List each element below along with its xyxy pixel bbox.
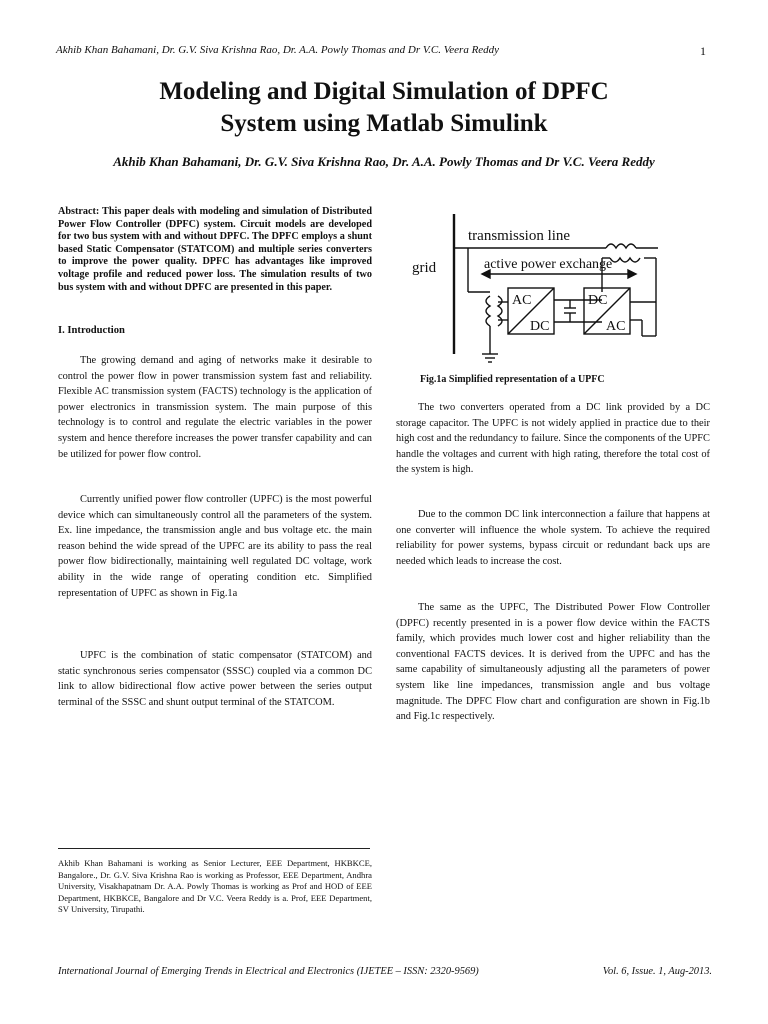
section-heading-introduction: I. Introduction <box>58 325 125 336</box>
active-power-arrow-right <box>628 270 636 278</box>
shunt-transformer-secondary <box>498 296 502 326</box>
figure-caption: Fig.1a Simplified representation of a UPFC <box>420 374 605 385</box>
upfc-schematic-figure <box>406 204 666 368</box>
converter-2-bottom-label: AC <box>606 319 626 334</box>
shunt-transformer-primary <box>486 296 490 326</box>
series-transformer-secondary <box>610 258 640 262</box>
paragraph-text: The growing demand and aging of networks make it desirable to control the power flow in power transmission system fast and reliability. Flexible AC transmission system (FACTS) technology is the application of power electronics in transmission system. The main purpose of this technology is to control and regulate the electric variables in the power system and hence therefore increases the power transfer capability and can be utilized for power flow control. <box>58 355 372 460</box>
right-paragraph-2 <box>396 507 710 569</box>
title-line-1: Modeling and Digital Simulation of DPFC <box>159 78 609 105</box>
footnote-divider <box>58 848 370 849</box>
label-transmission-line: transmission line <box>468 228 571 244</box>
journal-footer <box>58 966 712 977</box>
label-active-power-exchange: active power exchange <box>484 257 613 272</box>
converter-1-top-label: AC <box>512 293 532 308</box>
paragraph-text: Due to the common DC link interconnection a failure that happens at one converter will influence the whole system. To achieve the required reliability for power systems, bypass circuit or redundant back ups are needed which leads to increase the cost. <box>396 509 710 567</box>
intro-paragraph-3 <box>58 648 372 710</box>
journal-volume: Vol. 6, Issue. 1, Aug-2013. <box>602 966 712 977</box>
right-paragraph-1 <box>396 400 710 478</box>
paragraph-text: The same as the UPFC, The Distributed Power Flow Controller (DPFC) recently presented in is a power flow device within the FACTS family, which provides much lower cost and higher reliability than the conventional FACTS devices. It is derived from the UPFC and has the same capability of simultaneously adjusting all the parameters of power system like line impedances, transmission angle and bus voltage magnitude. The DPFC Flow chart and configuration are shown in Fig.1b and Fig.1c respectively. <box>396 602 710 723</box>
title-line-2: System using Matlab Simulink <box>220 110 548 137</box>
paragraph-text: Currently unified power flow controller (UPFC) is the most powerful device which can simultaneously control all the parameters of the system. Ex. line impedance, the transmission angle and bus voltage etc. the main reason behind the wide spread of the UPFC are its ability to pass the real power flow bidirectionally, maintaining well regulated DC voltage, work ability in the wide range of operating condition etc. Simplified representation of UPFC as shown in Fig.1a <box>58 494 372 599</box>
series-transformer-primary <box>606 244 636 248</box>
paragraph-text: The two converters operated from a DC link provided by a DC storage capacitor. The UPFC is not widely applied in practice due to their high cost and the redundancy to failure. Since the components of the UPFC handle the voltages and current with high rating, therefore the total cost of the system is high. <box>396 402 710 476</box>
paragraph-text: UPFC is the combination of static compensator (STATCOM) and static synchronous series compensator (SSSC) coupled via a common DC link to allow bidirectional flow active power between the series output terminal of the SSSC and shunt output terminal of the STATCOM. <box>58 650 372 708</box>
author-list: Akhib Khan Bahamani, Dr. G.V. Siva Krishna Rao, Dr. A.A. Powly Thomas and Dr V.C. Veera Reddy <box>113 154 655 169</box>
intro-paragraph-2 <box>58 492 372 601</box>
converter-1-bottom-label: DC <box>530 319 550 334</box>
running-header: Akhib Khan Bahamani, Dr. G.V. Siva Krishna Rao, Dr. A.A. Powly Thomas and Dr V.C. Veera Reddy <box>56 44 500 56</box>
intro-paragraph-1 <box>58 353 372 462</box>
right-paragraph-3 <box>396 600 710 725</box>
converter-2-top-label: DC <box>588 293 608 308</box>
paper-title <box>60 76 708 140</box>
abstract: Abstract: This paper deals with modeling and simulation of Distributed Power Flow Controller (DPFC) system. Circuit models are developed for two bus system with and without DPFC. The DPFC employs a shunt based Static Compensator (STATCOM) and multiple series converters to improve the power quality. DPFC has advantages like improved voltage profile and reduced power loss. The simulation results of two bus system with and without DPFC are presented in this paper. <box>58 206 372 293</box>
page-number: 1 <box>700 44 706 58</box>
journal-name: International Journal of Emerging Trends in Electrical and Electronics (IJETEE – ISSN: 2320-9569) <box>58 966 479 977</box>
label-grid: grid <box>412 260 437 276</box>
author-affiliation-footnote: Akhib Khan Bahamani is working as Senior Lecturer, EEE Department, HKBKCE, Bangalore., Dr. G.V. Siva Krishna Rao is working as Professor, EEE Department, Andhra University, Visakhapatnam Dr. A.A. Powly Thomas is working as Prof and HOD of EEE Department, HKBKCE, Bangalore and Dr V.C. Veera Reddy is a. Prof, EEE Department, SV University, Tirupathi. <box>58 858 372 915</box>
